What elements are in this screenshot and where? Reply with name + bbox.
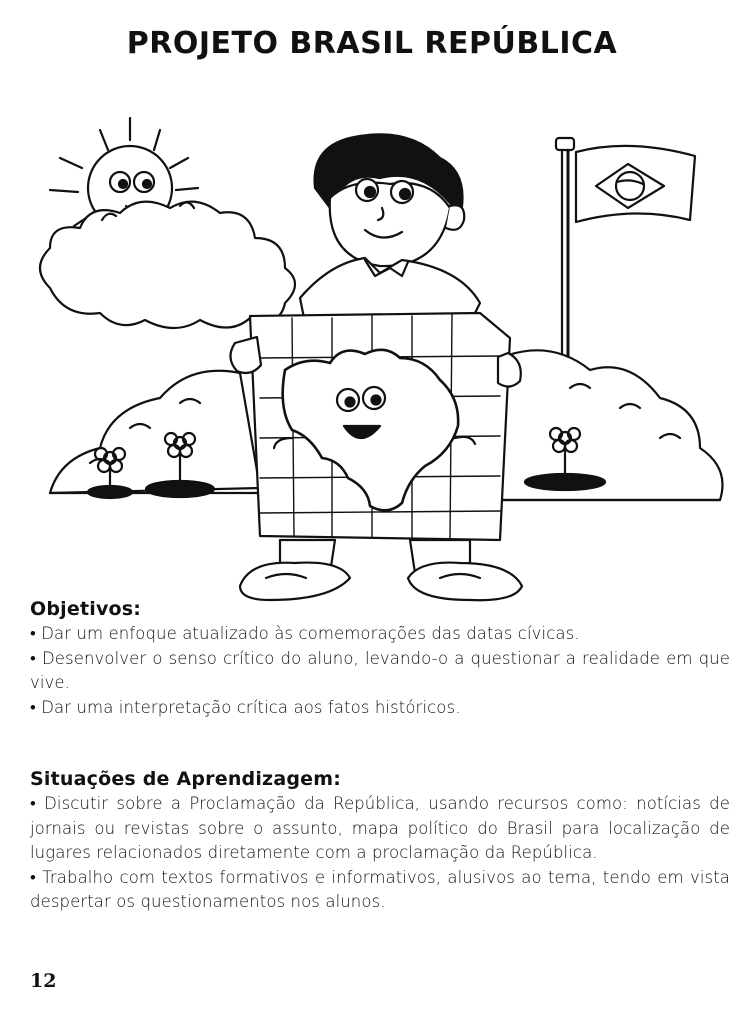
- page-number: 12: [30, 970, 57, 992]
- boy-icon: [230, 134, 522, 600]
- objetivos-heading: Objetivos:: [30, 598, 142, 620]
- page-title: PROJETO BRASIL REPÚBLICA: [126, 26, 618, 61]
- brazil-flag-icon: [556, 138, 695, 368]
- list-item: • Trabalho com textos formativos e informativos, alusivos ao tema, tendo em vista despertar os questionamentos nos alunos.: [30, 866, 730, 915]
- list-item: • Discutir sobre a Proclamação da República, usando recursos como: notícias de jornais ou revistas sobre o assunto, mapa político do Brasil para localização de lugares relacionados diretamente com a proclamação da República.: [30, 792, 730, 866]
- list-item: • Dar uma interpretação crítica aos fatos históricos.: [30, 696, 730, 721]
- list-item: • Dar um enfoque atualizado às comemorações das datas cívicas.: [30, 622, 730, 647]
- objetivos-section: [30, 598, 730, 720]
- list-item: • Desenvolver o senso crítico do aluno, levando-o a questionar a realidade em que vive.: [30, 647, 730, 696]
- coloring-illustration: [30, 108, 730, 613]
- situacoes-heading: Situações de Aprendizagem:: [30, 768, 342, 790]
- situacoes-section: [30, 768, 730, 915]
- objetivos-list: [30, 622, 730, 720]
- situacoes-list: [30, 792, 730, 915]
- cloud-icon: [40, 202, 295, 328]
